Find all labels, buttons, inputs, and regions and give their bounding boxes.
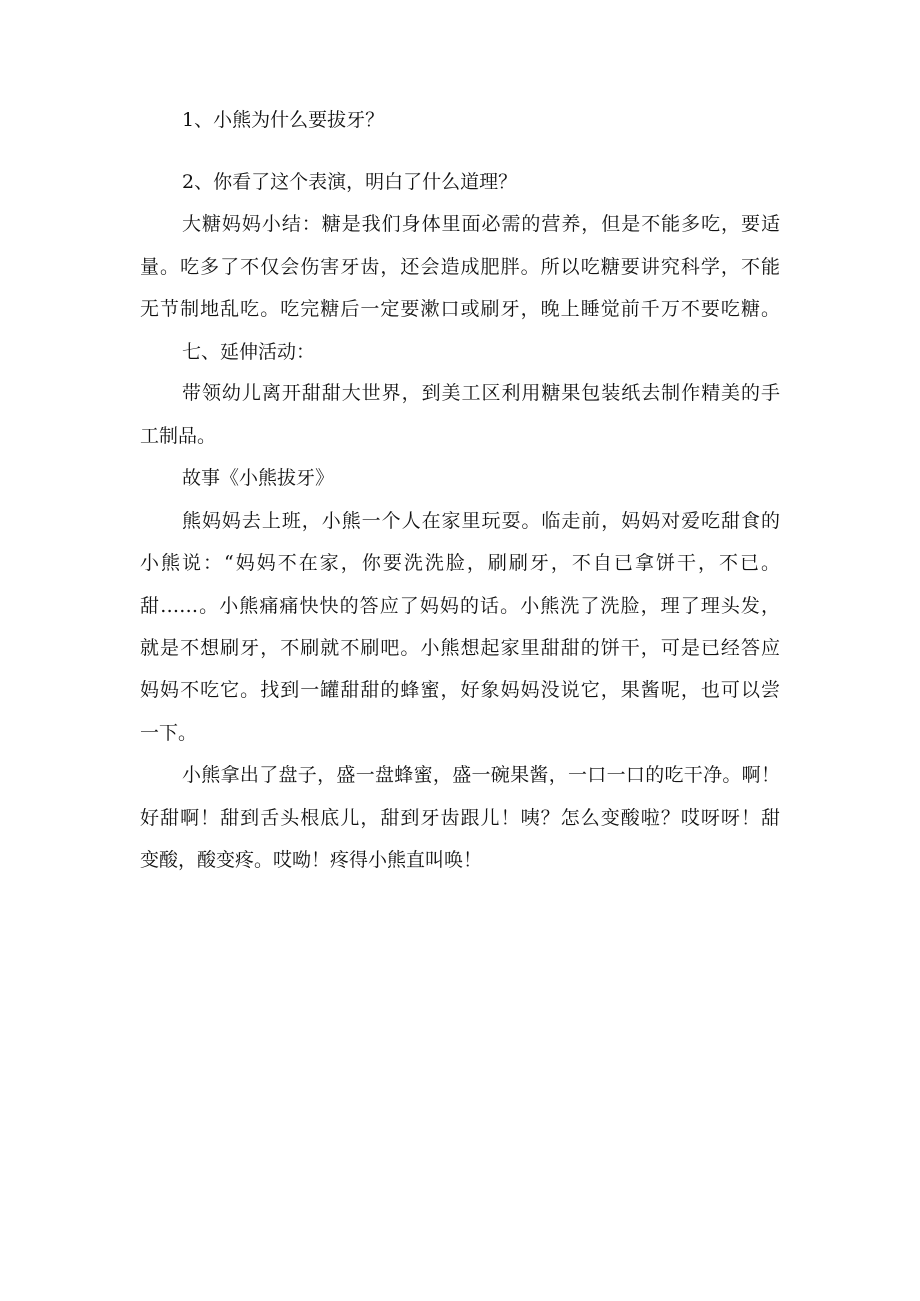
story-line: 妈妈不吃它。找到一罐甜甜的蜂蜜，好象妈妈没说它，果酱呢，也可以尝 (140, 679, 780, 701)
story-line: 好甜啊！甜到舌头根底儿，甜到牙齿跟儿！咦？怎么变酸啦？哎呀呀！甜 (140, 807, 780, 829)
story-line: 小熊拿出了盘子，盛一盘蜂蜜，盛一碗果酱，一口一口的吃干净。啊！ (182, 764, 780, 786)
extension-line: 带领幼儿离开甜甜大世界，到美工区利用糖果包装纸去制作精美的手 (182, 382, 780, 404)
extension-heading: 七、延伸活动： (182, 341, 316, 363)
story-title: 故事《小熊拔牙》 (182, 467, 335, 489)
story-line: 就是不想刷牙，不刷就不刷吧。小熊想起家里甜甜的饼干，可是已经答应 (140, 637, 780, 659)
summary-line: 无节制地乱吃。吃完糖后一定要漱口或刷牙，晚上睡觉前千万不要吃糖。 (140, 298, 780, 320)
extension-line: 工制品。 (140, 425, 217, 447)
summary-line: 大糖妈妈小结：糖是我们身体里面必需的营养，但是不能多吃，要适 (182, 213, 780, 235)
question-2: 2、你看了这个表演，明白了什么道理？ (182, 171, 518, 193)
story-line: 熊妈妈去上班，小熊一个人在家里玩耍。临走前，妈妈对爱吃甜食的 (182, 510, 780, 532)
story-line: 甜……。小熊痛痛快快的答应了妈妈的话。小熊洗了洗脸，理了理头发， (140, 595, 780, 617)
summary-line: 量。吃多了不仅会伤害牙齿，还会造成肥胖。所以吃糖要讲究科学，不能 (140, 256, 780, 278)
story-line: 变酸，酸变疼。哎呦！疼得小熊直叫唤！ (140, 849, 483, 871)
story-line: 小熊说：“妈妈不在家，你要洗洗脸，刷刷牙，不自已拿饼干，不已。 (140, 552, 780, 574)
question-1: 1、小熊为什么要拔牙？ (182, 109, 385, 131)
story-line: 一下。 (140, 722, 198, 744)
